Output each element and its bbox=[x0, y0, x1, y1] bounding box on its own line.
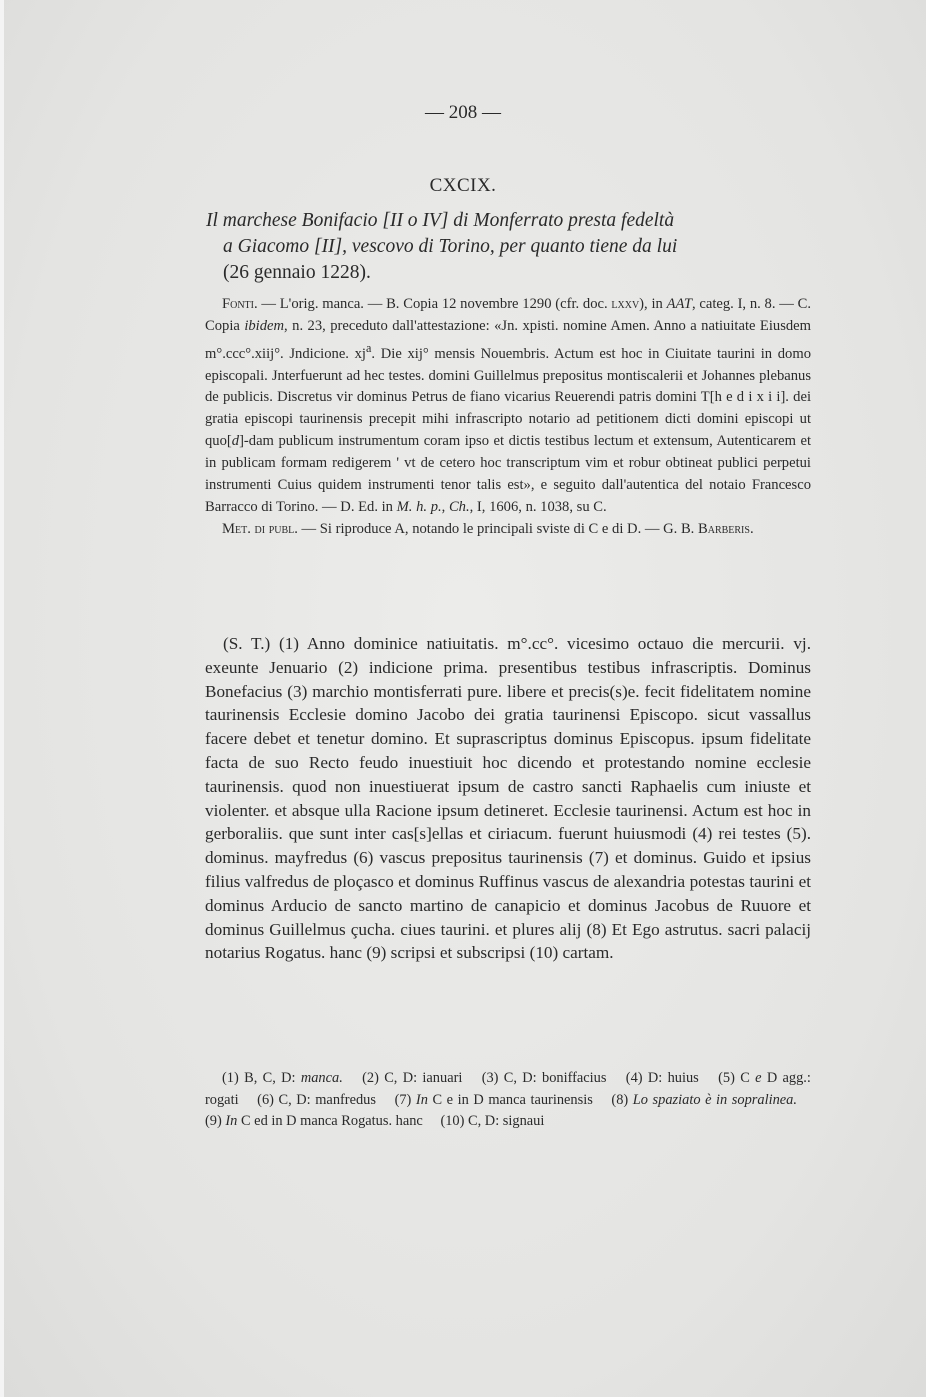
fonti-text: , n. 23, preceduto dall'attestazione: «Jn. xpisti. nomine Amen. Anno a natiuitate Eiusdem m°.ccc°.xiij°. Jndicione. xj bbox=[205, 317, 811, 362]
footnote-italic: In bbox=[225, 1113, 238, 1130]
footnote-number: (1) bbox=[222, 1070, 245, 1086]
footnote bbox=[440, 1113, 544, 1129]
footnote-text: C, D: signaui bbox=[468, 1113, 545, 1130]
footnote bbox=[482, 1070, 607, 1086]
footnote-number: (2) bbox=[362, 1070, 385, 1086]
footnote-number: (9) bbox=[205, 1113, 226, 1130]
footnote-number: (5) bbox=[718, 1070, 741, 1086]
doc-reference: lxxv bbox=[611, 296, 640, 312]
ibidem: ibidem bbox=[244, 317, 285, 334]
fonti-text: ]-dam publicum instrumentum coram ipso et dictis testibus lectum et extensum, Autenticarem et in publicam formam redigerem ' vt de cetero hoc transcriptum vim et robur obtineat publici perpetui instrumenti Cuius quidem instrumenti tenor talis est», e seguito dall'autentica del notaio Francesco Barracco di Torino. — D. Ed. in bbox=[205, 433, 811, 516]
footnote-text: D agg.: rogati bbox=[205, 1070, 811, 1108]
footnote-text: C e in D manca taurinensis bbox=[427, 1091, 593, 1108]
footnote bbox=[395, 1092, 593, 1108]
footnote bbox=[257, 1092, 376, 1108]
footnote-italic: e bbox=[755, 1070, 762, 1086]
fonti-text: — L'orig. manca. — B. Copia 12 novembre 1290 (cfr. doc. bbox=[257, 296, 612, 312]
critical-apparatus bbox=[205, 294, 811, 541]
footnote-italic: In bbox=[415, 1091, 428, 1108]
edition-abbrev: M. h. p. bbox=[396, 499, 442, 516]
footnote bbox=[611, 1092, 797, 1108]
footnote-italic: Lo spaziato è in sopralinea. bbox=[632, 1091, 797, 1108]
footnote bbox=[362, 1070, 462, 1086]
document-number: CXCIX. bbox=[429, 175, 497, 196]
footnote-text: C ed in D manca Rogatus. hanc bbox=[237, 1113, 423, 1130]
footnotes bbox=[205, 1068, 811, 1133]
footnote-number: (6) bbox=[257, 1091, 279, 1108]
footnote bbox=[205, 1113, 423, 1129]
footnote-number: (8) bbox=[611, 1091, 633, 1108]
footnote-text: C, D: boniffacius bbox=[503, 1070, 607, 1086]
fonti-text: , I, 1606, n. 1038, su C. bbox=[469, 499, 607, 516]
edition-abbrev: Ch. bbox=[448, 499, 470, 516]
footnote-number: (3) bbox=[481, 1070, 504, 1086]
footnote-italic: manca. bbox=[300, 1070, 343, 1086]
document-title bbox=[206, 208, 811, 286]
fonti-label: Fonti. bbox=[222, 296, 258, 312]
editor-name: Barberis bbox=[697, 520, 750, 537]
title-line-1: Il marchese Bonifacio [II o IV] di Monferrato presta fedeltà bbox=[206, 210, 675, 231]
fonti-paragraph: Fonti. — L'orig. manca. — B. Copia 12 novembre 1290 (cfr. doc. lxxv), in AAT, categ. I, n. 8. — C. Copia ibidem, n. 23, preceduto dall'attestazione: «Jn. xpisti. nomine Amen. Anno a natiuitate Eiusdem m°.ccc°.xiij°. Jndicione. $xj^a$. Die xij° mensis Nouembris. Actum est hoc in Ciuitate taurini in domo episcopali. Jnterfuerunt ad hec testes. domini Guillelmus prepositus montiscalerii et Johannes plebanus de publicis. Discretus vir dominus Petrus de fiano vicarius Reuerendi patris domini T[h e d i x i i]. dei gratia episcopi taurinensis precepit mihi infrascripto notario ad petitionem dicti domini episcopi ut quo[d]-dam publicum instrumentum coram ipso et dictis testibus lectum et extensum, Autenticarem et in publicam formam redigerem ' vt de cetero hoc transcriptum vim et robur obtineat publici perpetui instrumenti Cuius quidem instrumenti tenor talis est», e seguito dall'autentica del notaio Francesco Barracco di Torino. — D. Ed. in M. h. p., Ch., I, 1606, n. 1038, su C. bbox=[205, 296, 811, 516]
fonti-text: . Die xij° mensis Nouembris. Actum est hoc in Ciuitate taurini in domo episcopali. Jnterfuerunt ad hec testes. domini Guillelmus prepositus montiscalerii et Johannes plebanus de publicis. Discretus vir dominus Petrus de fiano vicarius Reuerendi patris domini T[h e d i x i i]. dei gratia episcopi taurinensis precepit mihi infrascripto notario ad petitionem dicti domini episcopi ut quo[ bbox=[205, 345, 811, 450]
footnote-text: D: huius bbox=[647, 1070, 699, 1086]
footnote-number: (10) bbox=[440, 1113, 469, 1130]
title-line-2: a Giacomo [II], vescovo di Torino, per quanto tiene da lui bbox=[223, 236, 678, 257]
page-number: — 208 — bbox=[425, 102, 501, 123]
met-text: — Si riproduce A, notando le principali sviste di C e di D. — G. B. bbox=[297, 520, 698, 537]
fonti-text: ), in bbox=[639, 296, 667, 312]
footnote-text: B, C, D: bbox=[244, 1070, 301, 1086]
footnote-text: C, D: manfredus bbox=[278, 1091, 376, 1108]
archive-abbrev: AAT bbox=[666, 296, 692, 312]
supplied-letter: d bbox=[231, 433, 240, 450]
met-label: Met. di publ. bbox=[222, 520, 298, 537]
document-text bbox=[205, 632, 811, 965]
main-text: (S. T.) (1) Anno dominice natiuitatis. m°.cc°. vicesimo octauo die mercurii. vj. exeunte Jenuario (2) indicione prima. presentibus testibus infrascriptis. Dominus Bonefacius (3) marchio montisferrati pure. libere et precis(s)e. fecit fidelitatem nomine taurinensis Ecclesie domino Jacobo dei gratia taurinensi Episcopo. sicut vassallus facere debet et tenetur domino. Et suprascriptus dominus Episcopus. ipsum fidelitate facta de suo Recto feudo inuestiuit hoc dicendo et protestando nomine ecclesie taurinensis. quod non inuestiuerat ipsum de castro sancti Raphaelis cum iniuste et violenter. et absque ulla Racione ipsum detineret. Ecclesie taurinensi. Actum est hoc in gerboraliis. que sunt inter cas[s]ellas et ciriacum. fuerunt huiusmodi (4) rei testes (5). dominus. mayfredus (6) vascus prepositus taurinensis (7) et dominus. Guido et ipsius filius valfredus de ploçasco et dominus Ruffinus vascus de alexandria potestas taurini et dominus Arducio de sancto martino de canapicio et dominus Jacobus de Ruuore et dominus Guillelmus çucha. ciues taurini. et plures alij (8) Et Ego astrutus. sacri palacij notarius Rogatus. hanc (9) scripsi et subscripsi (10) cartam. bbox=[205, 634, 811, 963]
fonti-text: , categ. I, n. 8. — C. Copia bbox=[205, 296, 811, 334]
footnote bbox=[222, 1070, 343, 1086]
footnotes-paragraph bbox=[205, 1068, 811, 1133]
footnote-text: C bbox=[740, 1070, 756, 1086]
page-edge bbox=[0, 0, 4, 1397]
met-paragraph bbox=[205, 519, 811, 541]
title-date: (26 gennaio 1228). bbox=[223, 262, 371, 283]
footnote-text: C, D: ianuari bbox=[384, 1070, 463, 1086]
footnote-number: (7) bbox=[394, 1091, 416, 1108]
footnote-number: (4) bbox=[625, 1070, 648, 1086]
footnote bbox=[626, 1070, 699, 1086]
punctuation: . bbox=[749, 520, 754, 537]
